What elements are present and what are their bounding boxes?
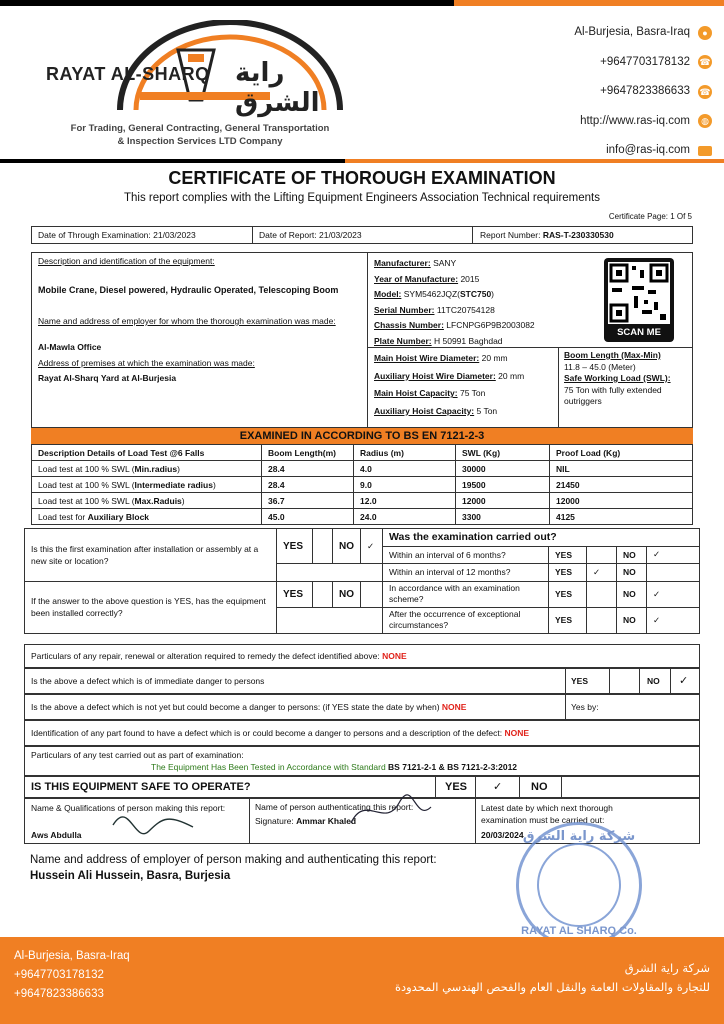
repair-row: Particulars of any repair, renewal or alteration required to remedy the defect identified above: NONE	[24, 644, 700, 668]
scheme-yes[interactable]: YES	[549, 581, 587, 607]
footer-contact: Al-Burjesia, Basra-Iraq +9647703178132 +9647823386633	[14, 950, 130, 1000]
contact-block	[574, 18, 712, 166]
test-description: Load test at 100 % SWL (Max.Raduis)	[32, 493, 262, 509]
i6-no[interactable]: NO	[617, 546, 647, 564]
email-link[interactable]: info@ras-iq.com	[606, 144, 690, 156]
phone1-text: +9647703178132	[600, 55, 690, 68]
exam-scheme: In accordance with an examination scheme?	[383, 581, 549, 607]
phone-icon: ☎	[699, 86, 711, 97]
document-subtitle: This report complies with the Lifting Equipment Engineers Association Technical requirements	[123, 192, 600, 204]
column-header: Boom Length(m)	[262, 445, 354, 461]
premises-label: Address of premises at which the examination was made:	[38, 358, 255, 368]
q1-check-icon: ✓	[361, 529, 383, 564]
i12-check-icon: ✓	[587, 564, 617, 582]
auth-signature-line: Signature: Ammar Khaled	[255, 816, 357, 826]
safe-check-icon: ✓	[493, 781, 503, 793]
question-first-exam: Is this the first examination after installation or assembly at a new site or location?	[25, 529, 277, 582]
q1-yes[interactable]: YES	[277, 529, 313, 564]
question-installed-correctly: If the answer to the above question is YES, has the equipment been installed correctly?	[25, 581, 277, 633]
location-icon: ●	[698, 26, 712, 40]
employer-for-value: Al-Mawla Office	[38, 342, 102, 352]
exam-date: Date of Through Examination: 21/03/2023	[38, 230, 196, 240]
q2-no[interactable]: NO	[333, 581, 361, 607]
desc-label: Description and identification of the equipment:	[38, 256, 215, 266]
phone-icon: ☎	[699, 57, 711, 68]
immediate-danger-row: Is the above a defect which is of immediate danger to persons YES NO ✓	[24, 668, 700, 694]
header-divider	[0, 159, 724, 163]
equipment-specs: Manufacturer: SANY Year of Manufacture: 2015 Model: SYM5462JQZ(STC750) Serial Number: 11TC20754128 Chassis Number: LFCNPG6P9B2003082 Plate Number: H 50991 Baghdad	[374, 258, 535, 346]
q2-yes[interactable]: YES	[277, 581, 313, 607]
interval-12: Within an interval of 12 months?	[383, 564, 549, 582]
globe-icon: ◍	[698, 114, 712, 128]
dates-row	[31, 226, 693, 244]
equipment-section	[31, 252, 693, 428]
certificate-page: Certificate Page: 1 Of 5	[608, 212, 692, 221]
examination-questions	[24, 528, 700, 634]
desc-value: Mobile Crane, Diesel powered, Hydraulic Operated, Telescoping Boom	[38, 285, 339, 295]
danger-check-icon: ✓	[679, 675, 689, 687]
i12-yes[interactable]: YES	[549, 564, 587, 582]
safe-no[interactable]: NO	[531, 781, 548, 793]
future-danger-row: Is the above a defect which is not yet but could become a danger to persons: (if YES state the date by when) NONE Yes by:	[24, 694, 700, 720]
logo-subtitle: For Trading, General Contracting, General Transportation & Inspection Services LTD Company	[70, 123, 330, 147]
company-logo	[40, 20, 360, 160]
i6-yes[interactable]: YES	[549, 546, 587, 564]
exceptional-yes[interactable]: YES	[549, 607, 587, 633]
logo-english: RAYAT AL-SHARQ	[46, 64, 210, 84]
safe-yes[interactable]: YES	[445, 781, 468, 793]
footer-arabic: شركة راية الشرق للتجارة والمقاولات العامة والنقل العام والفحص الهندسي المحدودة	[394, 961, 710, 994]
maker-label: Name & Qualifications of person making this report:	[31, 803, 226, 813]
address-text: Al-Burjesia, Basra-Iraq	[574, 26, 690, 38]
table-header-row	[32, 445, 693, 461]
maker-name: Aws Abdulla	[31, 830, 82, 840]
column-header: SWL (Kg)	[456, 445, 550, 461]
interval-6: Within an interval of 6 months?	[383, 546, 549, 564]
premises-value: Rayat Al-Sharq Yard at Al-Burjesia	[38, 373, 177, 383]
danger-yes[interactable]: YES	[571, 676, 589, 686]
load-test-heading: EXAMINED IN ACCORDING TO BS EN 7121-2-3	[31, 428, 693, 444]
auth-label: Name of person authenticating this report:	[255, 802, 414, 812]
test-description: Load test for Auxiliary Block	[32, 509, 262, 525]
column-header: Proof Load (Kg)	[550, 445, 693, 461]
table-row: Load test for Auxiliary Block 45.0 24.0 3300 4125	[32, 509, 693, 525]
tests-row: Particulars of any test carried out as part of examination: The Equipment Has Been Tested in Accordance with Standard BS 7121-2-1 & BS 7121-2-3:2012	[24, 746, 700, 776]
table-row: Load test at 100 % SWL (Max.Raduis) 36.7 12.0 12000 12000	[32, 493, 693, 509]
defect-part-row: Identification of any part found to have a defect which is or could become a danger to persons and a description of the defect: NONE	[24, 720, 700, 746]
employer-value: Hussein Ali Hussein, Basra, Burjesia	[30, 870, 231, 882]
qr-code[interactable]	[604, 258, 674, 342]
qr-pattern-icon	[608, 262, 670, 324]
boom-specs: Boom Length (Max-Min) 11.8 – 45.0 (Meter) Safe Working Load (SWL): 75 Ton with fully extended outriggers	[564, 350, 671, 406]
hoist-specs: Main Hoist Wire Diameter: 20 mm Auxiliary Hoist Wire Diameter: 20 mm Main Hoist Capacity: 75 Ton Auxiliary Hoist Capacity: 5 Ton	[374, 353, 525, 416]
document-title: CERTIFICATE OF THOROUGH EXAMINATION	[168, 168, 556, 188]
website-link[interactable]: http://www.ras-iq.com	[580, 114, 690, 127]
phone2-text: +9647823386633	[600, 85, 690, 97]
load-test-table	[31, 444, 693, 525]
next-exam-label: Latest date by which next thorough examination must be carried out:	[481, 803, 613, 825]
q1-no[interactable]: NO	[333, 529, 361, 564]
top-bar	[0, 0, 724, 6]
next-exam-date: 20/03/2024	[481, 830, 524, 840]
exceptional-circumstances: After the occurrence of exceptional circumstances?	[383, 607, 549, 633]
yes-by: Yes by:	[571, 702, 599, 712]
carried-out-heading: Was the examination carried out?	[383, 529, 700, 547]
logo-arabic: راية الشرق	[235, 58, 320, 118]
employer-label: Name and address of employer of person making and authenticating this report:	[30, 854, 437, 866]
exceptional-check-icon: ✓	[647, 607, 700, 633]
report-date: Date of Report: 21/03/2023	[259, 230, 362, 240]
column-header: Description Details of Load Test @6 Falls	[32, 445, 262, 461]
i6-check-icon: ✓	[647, 546, 700, 564]
table-row: Load test at 100 % SWL (Min.radius) 28.4 4.0 30000 NIL	[32, 461, 693, 477]
test-description: Load test at 100 % SWL (Min.radius)	[32, 461, 262, 477]
maker-signature	[109, 805, 199, 841]
scheme-no[interactable]: NO	[617, 581, 647, 607]
auth-signature	[345, 793, 435, 833]
envelope-icon	[698, 146, 712, 156]
column-header: Radius (m)	[354, 445, 456, 461]
danger-no[interactable]: NO	[647, 676, 660, 686]
exceptional-no[interactable]: NO	[617, 607, 647, 633]
table-row: Load test at 100 % SWL (Intermediate radius) 28.4 9.0 19500 21450	[32, 477, 693, 493]
scheme-check-icon: ✓	[647, 581, 700, 607]
scan-me-label: SCAN ME	[617, 327, 661, 338]
footer	[0, 937, 724, 1024]
company-stamp: شركة راية الشرق RAYAT AL SHARQ Co.	[516, 822, 642, 948]
safe-to-operate-row: IS THIS EQUIPMENT SAFE TO OPERATE? YES ✓ NO	[24, 776, 700, 798]
report-number: Report Number: RAS-T-230330530	[480, 230, 614, 240]
test-description: Load test at 100 % SWL (Intermediate radius)	[32, 477, 262, 493]
employer-for-label: Name and address of employer for whom the thorough examination was made:	[38, 316, 336, 326]
i12-no[interactable]: NO	[617, 564, 647, 582]
